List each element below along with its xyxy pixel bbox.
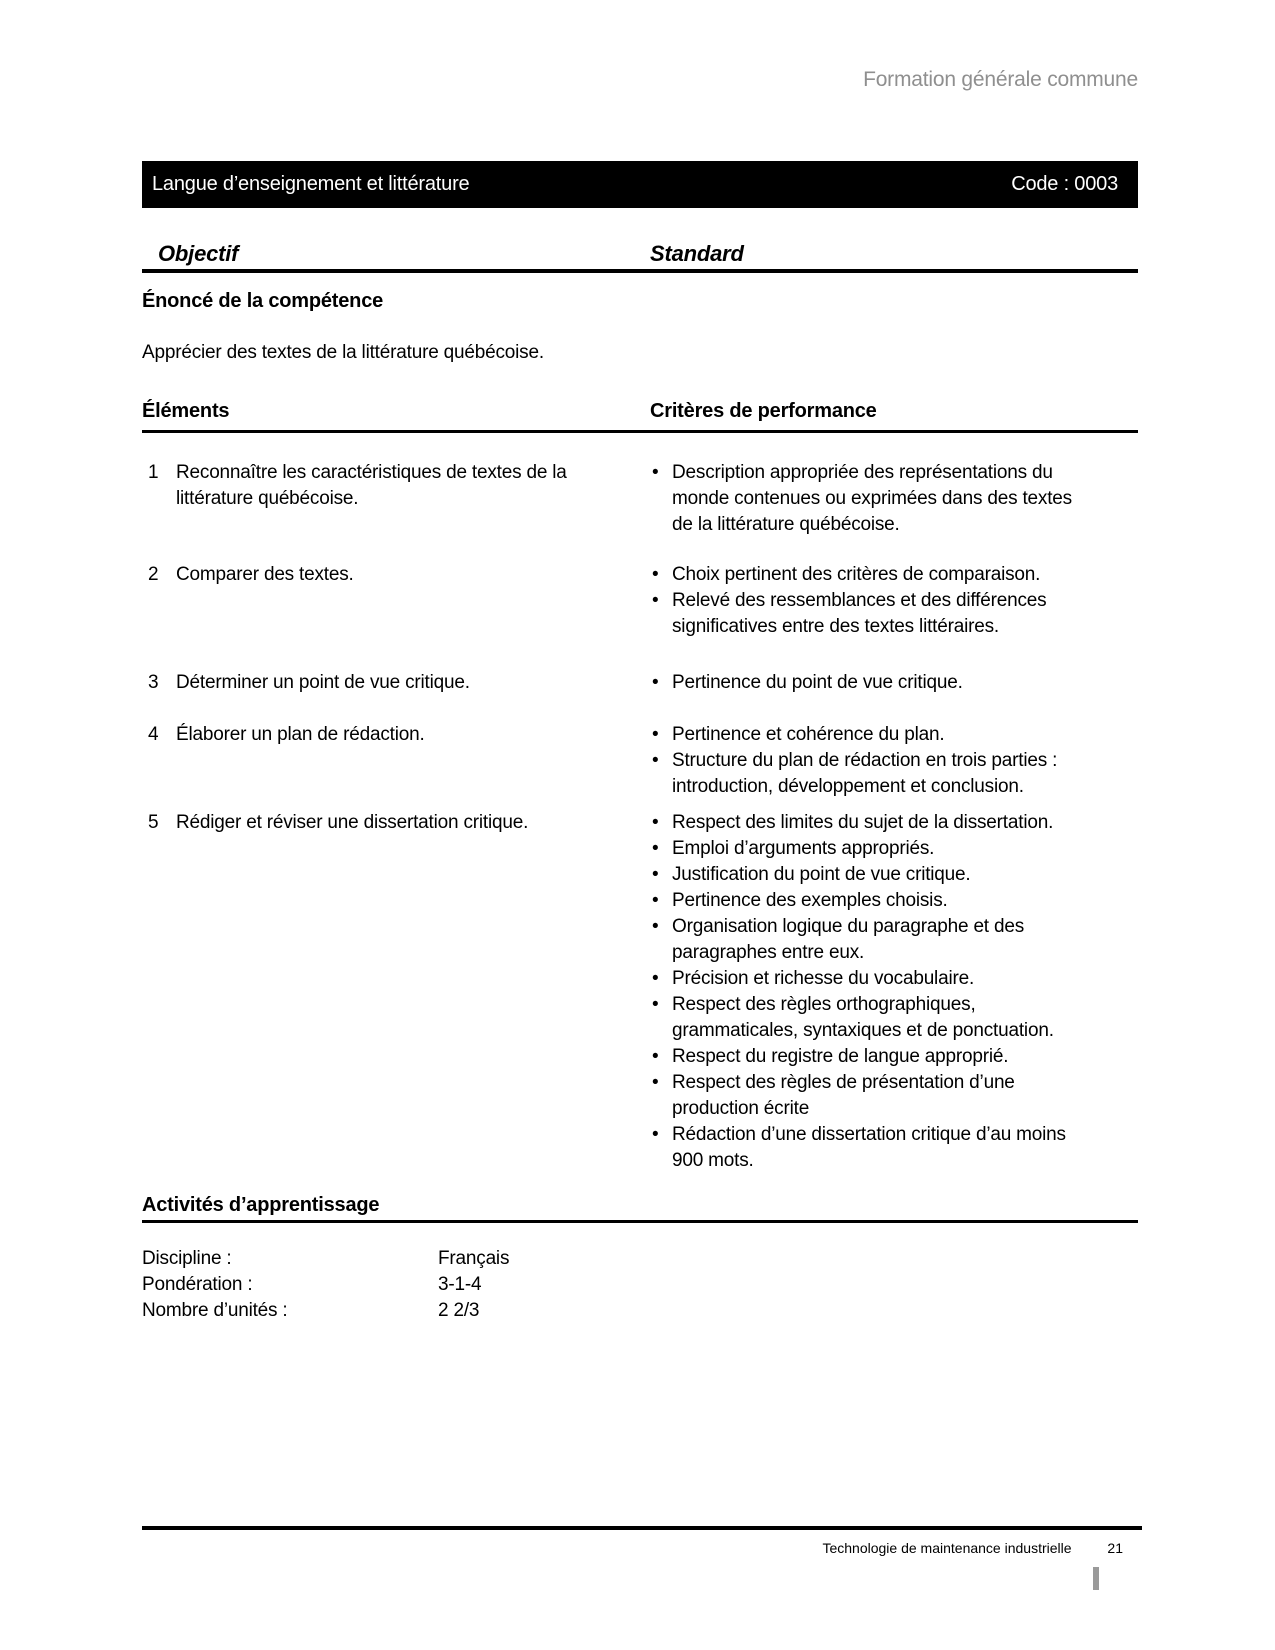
element-number: 3 xyxy=(148,672,159,693)
footer-page-number: 21 xyxy=(1107,1540,1123,1556)
element-cell xyxy=(142,670,620,696)
criterion: • Respect des règles orthographiques, grammaticales, syntaxiques et de ponctuation. xyxy=(650,992,1090,1044)
criteria-cell xyxy=(650,562,1090,640)
rule-under-objectif-standard xyxy=(142,269,1138,273)
criterion: • Respect des règles de présentation d’une production écrite xyxy=(650,1070,1090,1122)
info-label: Pondération : xyxy=(142,1274,253,1295)
criterion: • Rédaction d’une dissertation critique d’au moins 900 mots. xyxy=(650,1122,1090,1174)
info-label: Discipline : xyxy=(142,1248,232,1269)
element-cell xyxy=(142,810,620,1174)
table-row xyxy=(142,670,1138,696)
table-row xyxy=(142,460,1138,538)
footer-rule xyxy=(142,1526,1142,1530)
table-row xyxy=(142,562,1138,640)
info-label: Nombre d’unités : xyxy=(142,1300,288,1321)
objectif-standard-heads xyxy=(142,241,1138,267)
objectif-heading: Objectif xyxy=(158,241,239,266)
element-text: Élaborer un plan de rédaction. xyxy=(176,724,425,745)
footer-program-title: Technologie de maintenance industrielle xyxy=(822,1540,1072,1556)
activities-info xyxy=(142,1246,1138,1324)
element-text: Comparer des textes. xyxy=(176,564,354,585)
corner-mark xyxy=(1093,1567,1099,1590)
criterion: • Pertinence et cohérence du plan. xyxy=(650,722,1090,748)
criterion: • Description appropriée des représentations du monde contenues ou exprimées dans des textes de la littérature québécoise. xyxy=(650,460,1090,538)
criterion: • Pertinence du point de vue critique. xyxy=(650,670,1090,696)
criteria-cell xyxy=(650,722,1090,800)
element-number: 1 xyxy=(148,462,159,483)
footer xyxy=(142,1540,1123,1556)
criterion: • Organisation logique du paragraphe et des paragraphes entre eux. xyxy=(650,914,1090,966)
info-value: 2 2/3 xyxy=(438,1300,480,1321)
element-cell xyxy=(142,722,620,800)
criterion: • Précision et richesse du vocabulaire. xyxy=(650,966,1090,992)
criterion: • Respect du registre de langue approprié. xyxy=(650,1044,1090,1070)
criteria-cell xyxy=(650,670,1090,696)
table-row xyxy=(142,722,1138,800)
running-head: Formation générale commune xyxy=(863,68,1138,91)
table-row xyxy=(142,810,1138,1174)
table-header-row xyxy=(142,400,1138,423)
activities-heading: Activités d’apprentissage xyxy=(142,1194,380,1216)
info-value: Français xyxy=(438,1248,510,1269)
criteria-cell xyxy=(650,460,1090,538)
info-value: 3-1-4 xyxy=(438,1274,482,1295)
element-cell xyxy=(142,562,620,640)
info-row-ponderation xyxy=(142,1272,1138,1298)
rule-under-activities xyxy=(142,1220,1138,1223)
criterion: • Respect des limites du sujet de la dissertation. xyxy=(650,810,1090,836)
criterion: • Structure du plan de rédaction en trois parties : introduction, développement et conclusion. xyxy=(650,748,1090,800)
standard-heading: Standard xyxy=(650,241,744,266)
criterion: • Pertinence des exemples choisis. xyxy=(650,888,1090,914)
enonce-text: Apprécier des textes de la littérature québécoise. xyxy=(142,342,544,363)
element-number: 4 xyxy=(148,724,159,745)
criterion: • Choix pertinent des critères de comparaison. xyxy=(650,562,1090,588)
info-row-discipline xyxy=(142,1246,1138,1272)
criteres-header: Critères de performance xyxy=(650,400,877,422)
rule-under-table-header xyxy=(142,430,1138,433)
competency-title: Langue d’enseignement et littérature xyxy=(152,173,470,195)
elements-header: Éléments xyxy=(142,400,230,422)
competency-code: Code : 0003 xyxy=(1011,173,1118,195)
criterion: • Justification du point de vue critique. xyxy=(650,862,1090,888)
element-text: Déterminer un point de vue critique. xyxy=(176,672,470,693)
element-cell xyxy=(142,460,620,538)
criteria-cell xyxy=(650,810,1090,1174)
element-text: Rédiger et réviser une dissertation critique. xyxy=(176,812,529,833)
criterion: • Relevé des ressemblances et des différences significatives entre des textes littéraires. xyxy=(650,588,1090,640)
criterion: • Emploi d’arguments appropriés. xyxy=(650,836,1090,862)
element-number: 5 xyxy=(148,812,159,833)
info-row-unites xyxy=(142,1298,1138,1324)
element-number: 2 xyxy=(148,564,159,585)
enonce-heading: Énoncé de la compétence xyxy=(142,290,384,312)
competency-title-bar xyxy=(142,161,1138,208)
element-text: Reconnaître les caractéristiques de textes de la littérature québécoise. xyxy=(176,462,567,509)
